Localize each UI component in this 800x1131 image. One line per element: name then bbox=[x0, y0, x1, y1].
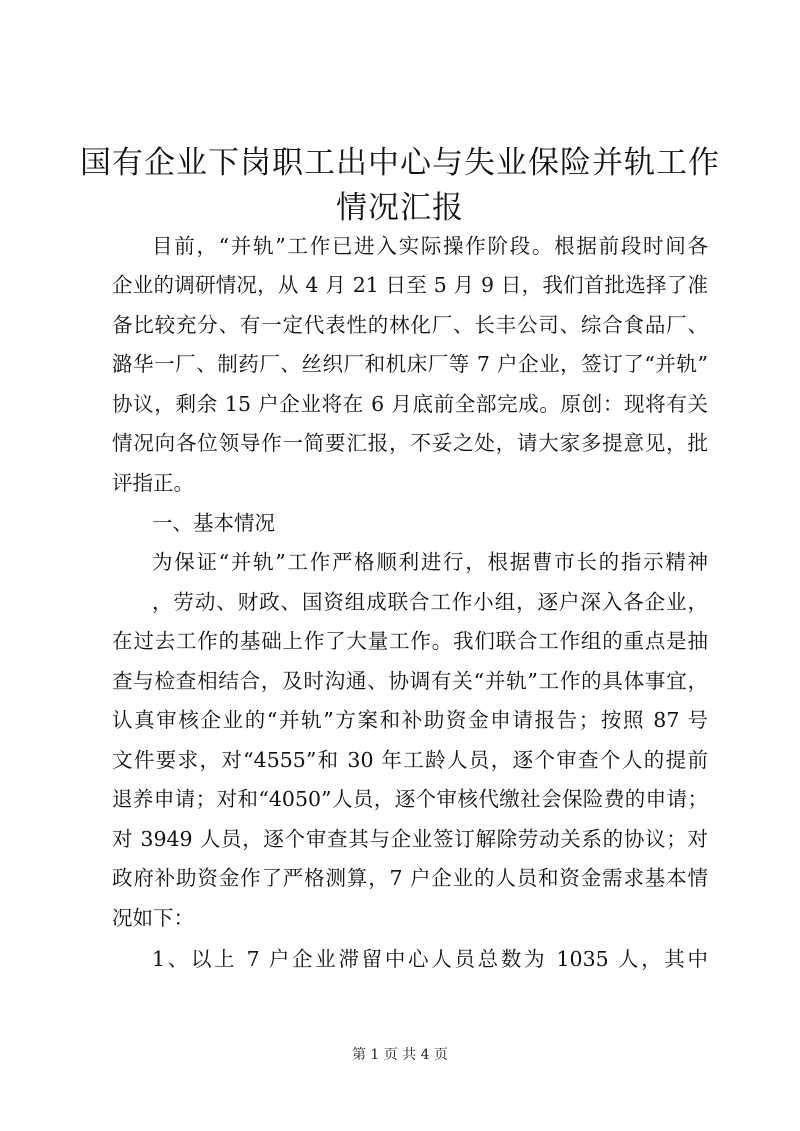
section-heading: 一、基本情况 bbox=[152, 511, 275, 535]
body-line: 协议，剩余 15 户企业将在 6 月底前全部完成。原创：现将有关 bbox=[112, 392, 708, 416]
body-line: 对 3949 人员，逐个审查其与企业签订解除劳动关系的协议；对 bbox=[112, 827, 708, 851]
body-line: 潞华一厂、制药厂、丝织厂和机床厂等 7 户企业，签订了“并轨” bbox=[112, 352, 708, 376]
body-line: 备比较充分、有一定代表性的林化厂、长丰公司、综合食品厂、 bbox=[112, 313, 708, 337]
body-line: 评指正。 bbox=[112, 471, 194, 495]
body-line: 文件要求，对“4555”和 30 年工龄人员，逐个审查个人的提前 bbox=[112, 748, 708, 772]
body-line: 1、以上 7 户企业滞留中心人员总数为 1035 人，其中 bbox=[152, 947, 708, 971]
body-line: 认真审核企业的“并轨”方案和补助资金申请报告；按照 87 号 bbox=[112, 708, 708, 732]
body-line: 为保证“并轨”工作严格顺利进行，根据曹市长的指示精神 bbox=[152, 550, 708, 574]
page-number-footer: 第 1 页 共 4 页 bbox=[351, 1047, 449, 1063]
body-line: 企业的调研情况，从 4 月 21 日至 5 月 9 日，我们首批选择了准 bbox=[112, 273, 708, 297]
body-line: 目前，“并轨”工作已进入实际操作阶段。根据前段时间各 bbox=[152, 234, 708, 258]
document-title-line-2: 情况汇报 bbox=[336, 190, 464, 226]
body-line: 在过去工作的基础上作了大量工作。我们联合工作组的重点是抽 bbox=[112, 629, 708, 653]
body-line: 退养申请；对和“4050”人员，逐个审核代缴社会保险费的申请； bbox=[112, 787, 708, 811]
body-line: ，劳动、财政、国资组成联合工作小组，逐户深入各企业， bbox=[152, 590, 708, 614]
body-line: 政府补助资金作了严格测算，7 户企业的人员和资金需求基本情 bbox=[112, 866, 708, 890]
document-title-line-1: 国有企业下岗职工出中心与失业保险并轨工作 bbox=[80, 145, 720, 181]
body-line: 情况向各位领导作一简要汇报，不妥之处，请大家多提意见，批 bbox=[112, 431, 708, 455]
body-line: 查与检查相结合，及时沟通、协调有关“并轨”工作的具体事宜， bbox=[112, 669, 708, 693]
body-line: 况如下： bbox=[112, 906, 194, 930]
